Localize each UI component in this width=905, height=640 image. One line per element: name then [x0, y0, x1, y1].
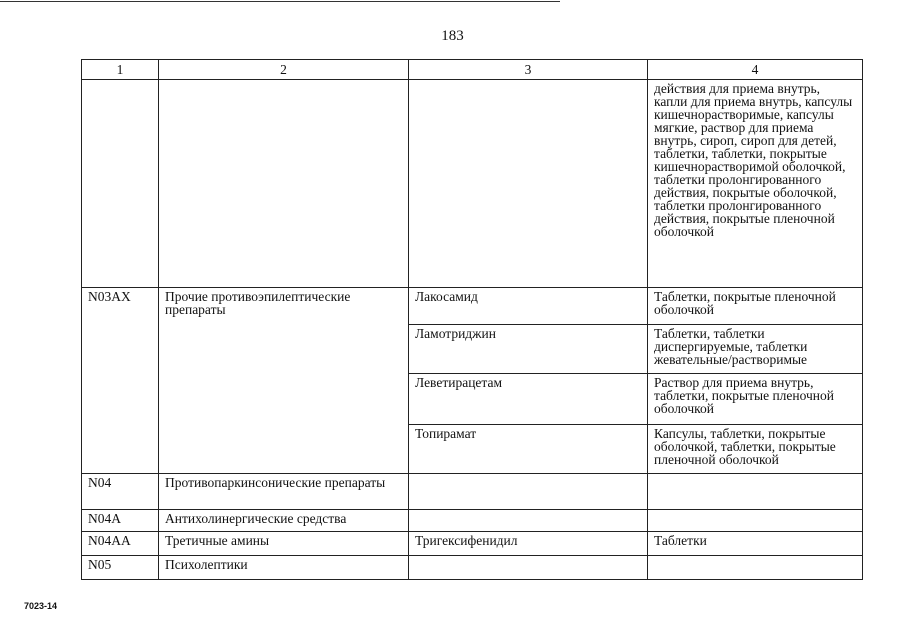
drug-name-cell: Леветирацетам	[409, 374, 648, 425]
column-header-1: 1	[82, 60, 159, 80]
code-cell: N04	[82, 474, 159, 510]
group-name-cell: Психолептики	[159, 556, 409, 580]
group-name-cell: Противопаркинсонические препараты	[159, 474, 409, 510]
group-name-cell: Прочие противоэпилептические препараты	[159, 288, 409, 474]
table-row	[82, 288, 863, 325]
code-cell	[82, 80, 159, 288]
code-cell: N04AA	[82, 532, 159, 556]
code-cell: N05	[82, 556, 159, 580]
column-header-2: 2	[159, 60, 409, 80]
dosage-forms-cell: действия для приема внутрь, капли для приема внутрь, капсулы кишечнорастворимые, капсулы мягкие, раствор для приема внутрь, сироп, сироп для детей, таблетки, таблетки, покрытые кишечнорастворимой оболочкой, таблетки пролонгированного действия, покрытые оболочкой, таблетки пролонгированного действия, покрытые пленочной оболочкой	[648, 80, 863, 288]
drug-name-cell	[409, 474, 648, 510]
table-row	[82, 556, 863, 580]
top-rule	[0, 1, 560, 2]
page-number: 183	[441, 28, 464, 44]
dosage-forms-cell	[648, 556, 863, 580]
dosage-forms-cell: Таблетки, покрытые пленочной оболочкой	[648, 288, 863, 325]
dosage-forms-cell: Таблетки, таблетки диспергируемые, таблетки жевательные/растворимые	[648, 325, 863, 374]
drug-name-cell: Ламотриджин	[409, 325, 648, 374]
group-name-cell: Третичные амины	[159, 532, 409, 556]
drug-name-cell: Тригексифенидил	[409, 532, 648, 556]
medication-table	[81, 59, 863, 580]
dosage-forms-cell	[648, 510, 863, 532]
code-cell: N03AX	[82, 288, 159, 474]
dosage-forms-cell: Раствор для приема внутрь, таблетки, покрытые пленочной оболочкой	[648, 374, 863, 425]
drug-name-cell	[409, 80, 648, 288]
table-row	[82, 532, 863, 556]
drug-name-cell	[409, 510, 648, 532]
group-name-cell: Антихолинергические средства	[159, 510, 409, 532]
table-row	[82, 80, 863, 288]
column-header-4: 4	[648, 60, 863, 80]
header-row	[82, 60, 863, 80]
footer-code: 7023-14	[24, 601, 58, 611]
table-row	[82, 510, 863, 532]
drug-name-cell: Топирамат	[409, 425, 648, 474]
dosage-forms-cell: Капсулы, таблетки, покрытые оболочкой, таблетки, покрытые пленочной оболочкой	[648, 425, 863, 474]
drug-name-cell: Лакосамид	[409, 288, 648, 325]
drug-name-cell	[409, 556, 648, 580]
dosage-forms-cell	[648, 474, 863, 510]
code-cell: N04A	[82, 510, 159, 532]
group-name-cell	[159, 80, 409, 288]
table-row	[82, 474, 863, 510]
column-header-3: 3	[409, 60, 648, 80]
dosage-forms-cell: Таблетки	[648, 532, 863, 556]
